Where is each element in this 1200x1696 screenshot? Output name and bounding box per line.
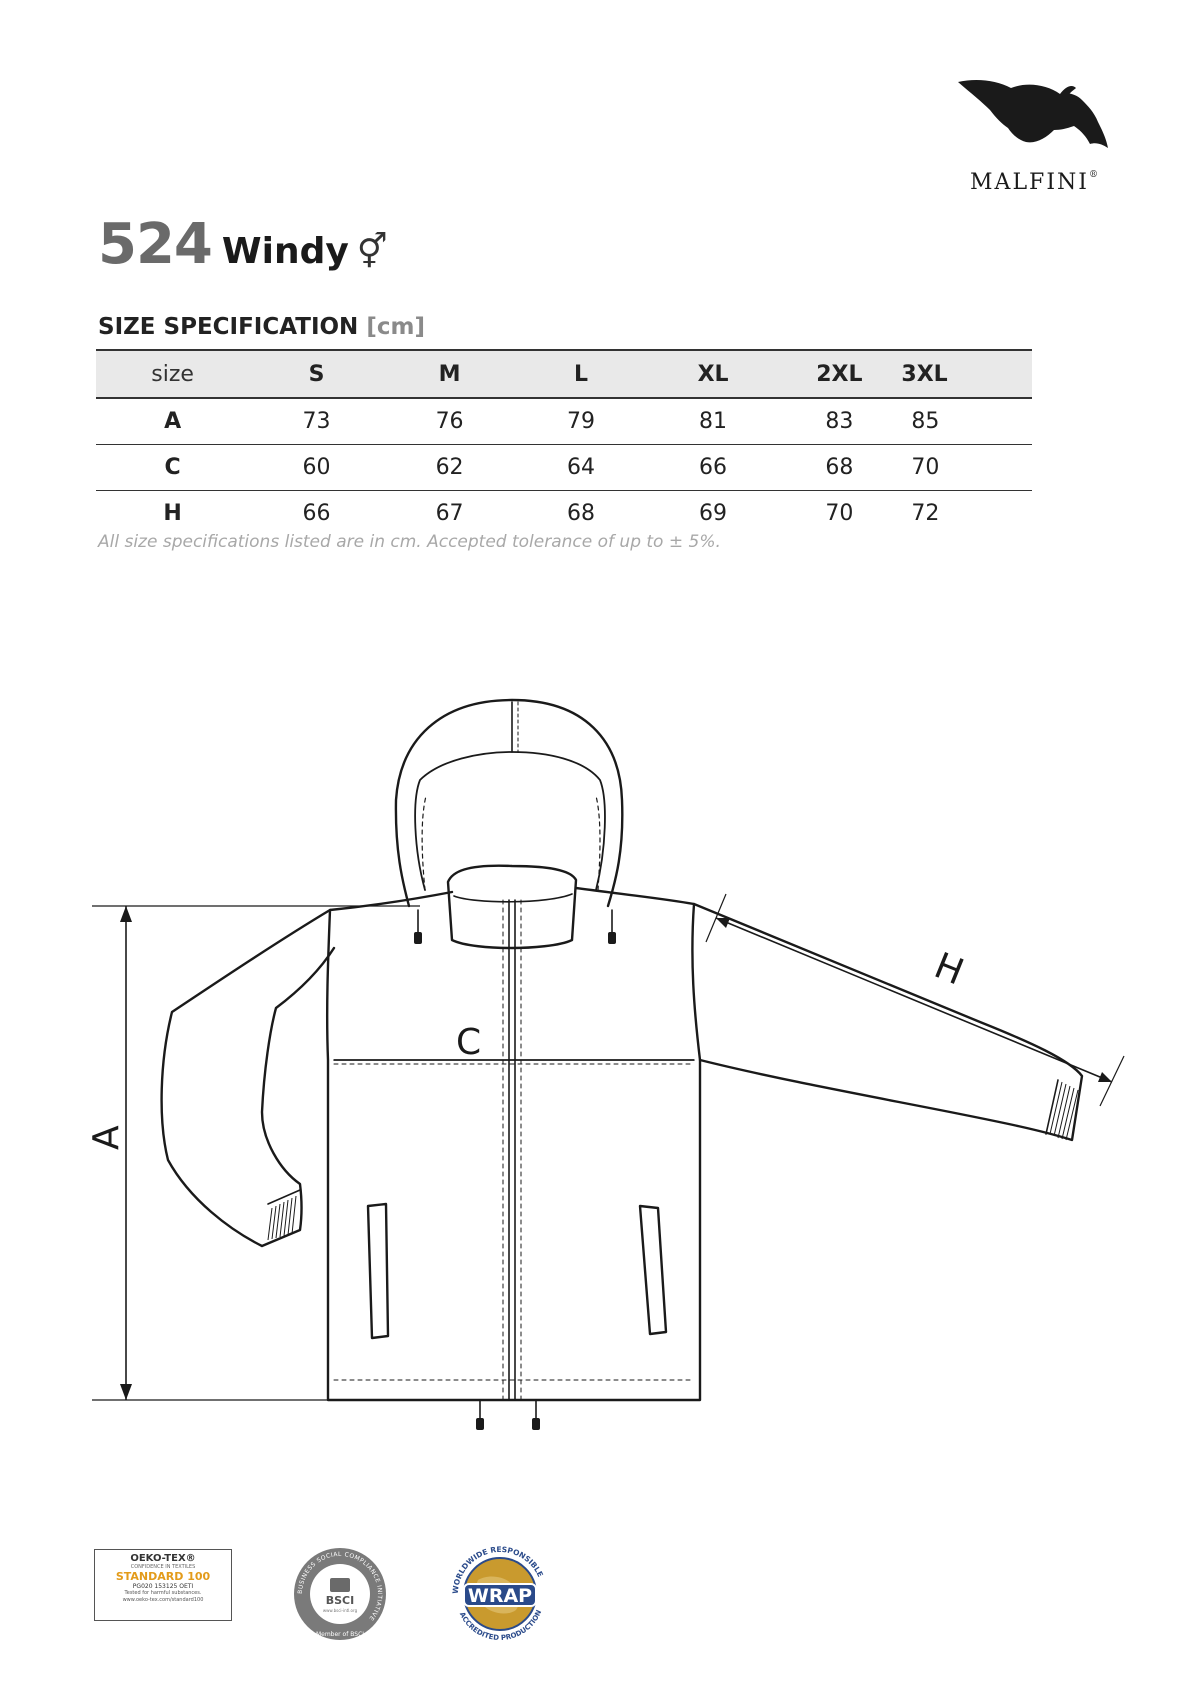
malfini-logo (950, 72, 1120, 202)
table-cell: 69 (699, 501, 728, 526)
size-spec-heading-text: SIZE SPECIFICATION (98, 314, 359, 340)
size-spec-unit: [cm] (366, 314, 425, 340)
tolerance-note: All size specifications listed are in cm. Accepted tolerance of up to ± 5%. (98, 532, 721, 552)
wrap-bottom-text: ACCREDITED PRODUCTION (457, 1608, 544, 1643)
bsci-center-text: BSCI (325, 1594, 355, 1607)
size-spec-heading (98, 314, 425, 340)
table-cell: 62 (384, 445, 515, 491)
table-cell: 73 (249, 398, 384, 445)
oeko-line1: Tested for harmful substances. (124, 1590, 202, 1596)
bsci-ring-text: BUSINESS SOCIAL COMPLIANCE INITIATIVE (296, 1550, 384, 1622)
row-label: H (163, 501, 182, 526)
eagle-icon (956, 72, 1116, 167)
table-cell: 68 (567, 501, 596, 526)
wrap-top-text: WORLDWIDE RESPONSIBLE (450, 1544, 545, 1595)
jacket-drawing (0, 650, 1200, 1450)
table-row (96, 491, 1032, 537)
oeko-line2: www.oeko-tex.com/standard100 (122, 1597, 204, 1603)
oeko-subtitle: CONFIDENCE IN TEXTILES (130, 1564, 196, 1570)
table-cell: 72 (911, 501, 940, 526)
header-cell-l: L (515, 350, 646, 398)
oeko-code: PG020 153125 OETI (132, 1583, 194, 1590)
row-label: A (96, 398, 249, 445)
wrap-logo (448, 1540, 552, 1648)
collar (448, 866, 576, 948)
header-cell-s: S (249, 350, 384, 398)
dimension-line-h (716, 918, 1112, 1082)
table-header-row (96, 350, 1032, 398)
table-row (96, 445, 1032, 491)
table-cell: 64 (515, 445, 646, 491)
table-cell: 83 (779, 398, 899, 445)
table-cell: 66 (302, 501, 331, 526)
registered-mark: ® (1088, 170, 1100, 180)
product-title (98, 212, 388, 277)
brand-name: MALFINI (970, 170, 1089, 195)
table-cell: 60 (249, 445, 384, 491)
oeko-title: OEKO-TEX® (130, 1553, 196, 1564)
hood-outline (396, 700, 622, 906)
sleeve-left (162, 910, 334, 1246)
table-cell: 76 (384, 398, 515, 445)
header-cell-xl: XL (647, 350, 780, 398)
dimension-label-c: C (456, 1022, 482, 1063)
table-cell: 68 (779, 445, 899, 491)
size-table (96, 349, 1032, 536)
unisex-icon: ⚥ (356, 232, 388, 272)
dimension-label-h: H (928, 945, 970, 994)
table-cell: 67 (435, 501, 464, 526)
dimension-label-a: A (86, 1125, 127, 1150)
row-label: C (96, 445, 249, 491)
pocket-left (368, 1204, 388, 1338)
table-cell: 79 (515, 398, 646, 445)
bsci-url: www.bsci-intl.org (322, 1608, 358, 1613)
header-cell-3xl: 3XL (899, 350, 1032, 398)
bsci-logo (292, 1546, 388, 1642)
sleeve-right (694, 904, 1082, 1140)
table-row (96, 398, 1032, 445)
body-outline (327, 888, 700, 1400)
header-cell-size: size (96, 350, 249, 398)
product-name: Windy (221, 231, 349, 272)
pocket-right (640, 1206, 666, 1334)
table-cell: 66 (647, 445, 780, 491)
table-cell: 85 (899, 398, 1032, 445)
bsci-member: Member of BSCI (315, 1631, 365, 1638)
header-cell-m: M (384, 350, 515, 398)
wrap-center-text: WRAP (467, 1585, 533, 1607)
header-cell-2xl: 2XL (779, 350, 899, 398)
table-cell: 70 (825, 501, 854, 526)
table-cell: 70 (899, 445, 1032, 491)
oeko-tex-logo (94, 1549, 232, 1621)
oeko-standard: STANDARD 100 (115, 1570, 211, 1583)
table-cell: 81 (647, 398, 780, 445)
product-number: 524 (98, 212, 212, 277)
